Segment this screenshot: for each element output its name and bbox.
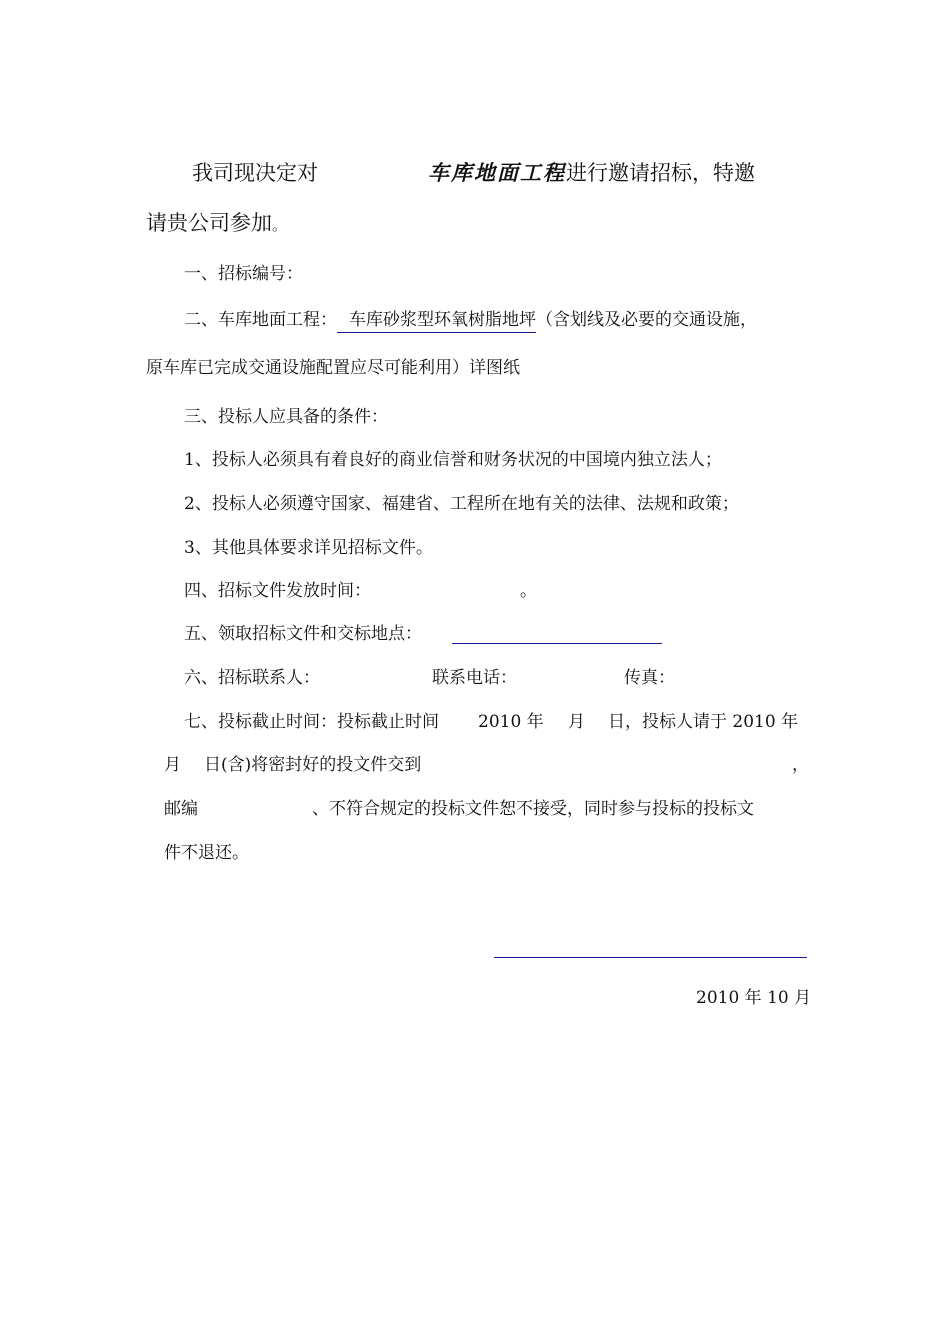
intro-text-2: 进行邀请招标，特邀 — [566, 161, 755, 185]
project-name: 车库地面工程 — [428, 160, 566, 185]
item-seven-comma: ， — [792, 755, 809, 775]
item-seven-year-1: 2010 年 — [478, 712, 544, 732]
item-seven-rest: 、不符合规定的投标文件恕不接受，同时参与投标的投标文 — [312, 799, 754, 819]
item-six-label: 六、招标联系人： — [184, 668, 320, 688]
item-five: 五、领取招标文件和交标地点： — [184, 624, 422, 644]
item-seven-month-2: 月 — [164, 755, 181, 775]
item-five-blank-line — [452, 643, 662, 644]
item-two-label: 二、车库地面工程： — [184, 310, 337, 330]
intro-text-1: 我司现决定对 — [192, 161, 318, 185]
signature-blank-line — [494, 957, 807, 958]
item-two-line-2: 原车库已完成交通设施配置应尽可能利用）详图纸 — [146, 358, 520, 378]
item-seven-a: 七、投标截止时间：投标截止时间 — [184, 712, 439, 732]
item-four-label: 四、招标文件发放时间： — [184, 581, 371, 601]
item-one: 一、招标编号： — [184, 264, 303, 284]
item-six-fax: 传真： — [624, 668, 675, 688]
item-two-value: 车库砂浆型环氧树脂地坪 — [337, 308, 536, 333]
item-three-3: 3、其他具体要求详见招标文件。 — [184, 538, 433, 558]
intro-text-3: 请贵公司参加 — [146, 211, 272, 235]
item-seven-month-1: 月 — [568, 712, 585, 732]
item-two — [184, 308, 757, 333]
item-three-1: 1、投标人必须具有着良好的商业信誉和财务状况的中国境内独立法人； — [184, 450, 722, 470]
item-seven-day-1: 日，投标人请于 2010 年 — [608, 712, 799, 732]
item-seven-last: 件不退还。 — [164, 843, 249, 863]
footer-date: 2010 年 10 月 — [696, 988, 812, 1008]
intro-line-1 — [192, 158, 755, 188]
intro-period: 。 — [272, 216, 288, 234]
item-three-2: 2、投标人必须遵守国家、福建省、工程所在地有关的法律、法规和政策； — [184, 494, 739, 514]
intro-line-2 — [146, 208, 287, 240]
item-seven-day-2: 日(含)将密封好的投文件交到 — [204, 755, 422, 775]
item-four-end: 。 — [520, 581, 537, 601]
item-four — [184, 579, 371, 603]
item-three: 三、投标人应具备的条件： — [184, 407, 388, 427]
item-six-phone: 联系电话： — [432, 668, 517, 688]
item-two-rest: （含划线及必要的交通设施， — [536, 310, 757, 330]
item-seven-post: 邮编 — [164, 799, 198, 819]
